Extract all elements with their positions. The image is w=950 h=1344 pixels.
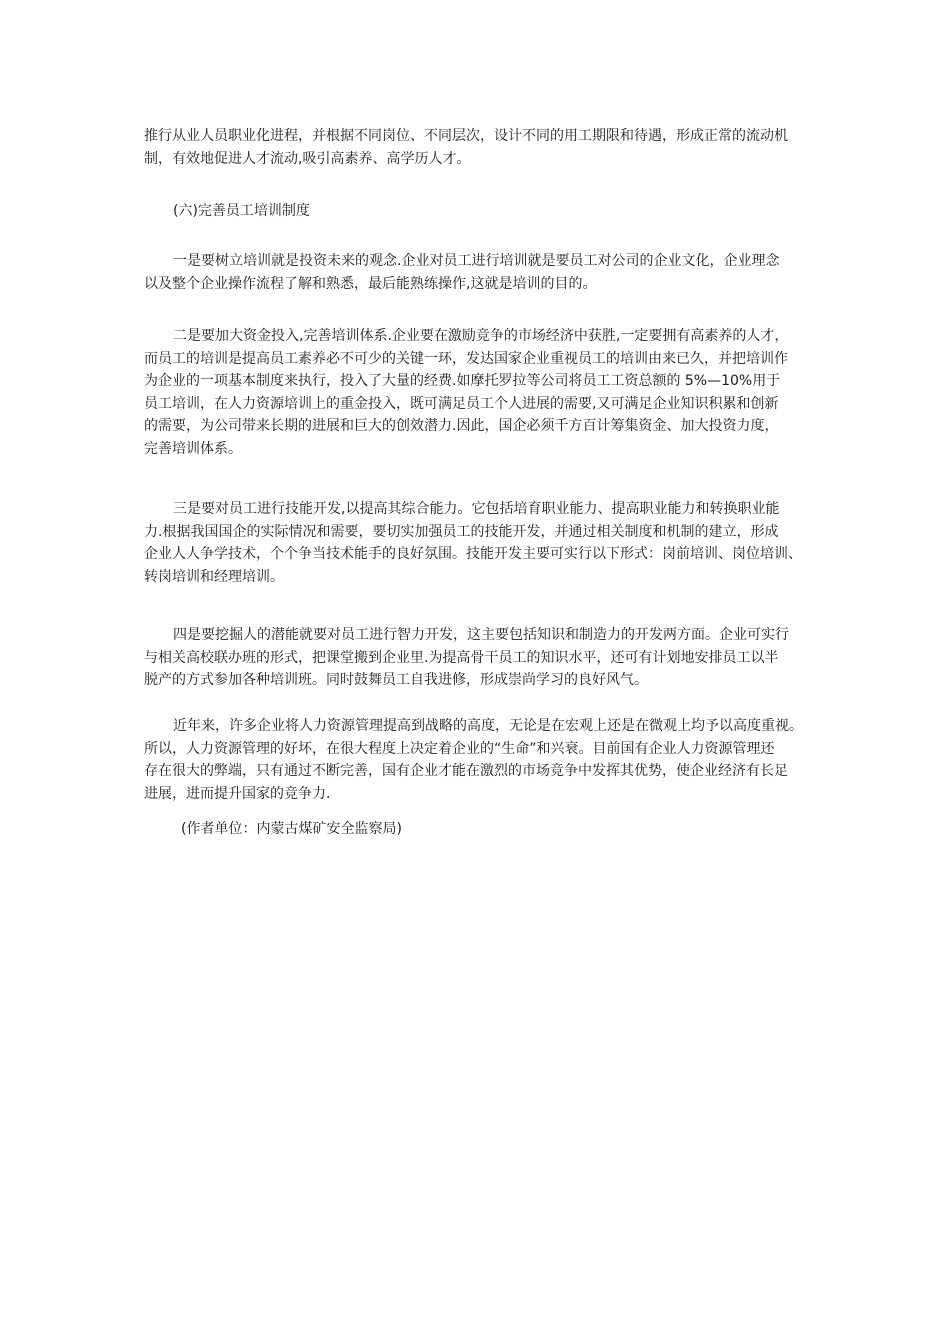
text-line: 一是要树立培训就是投资未来的观念.企业对员工进行培训就是要员工对公司的企业文化，企业理念 [173,253,780,269]
heading-text: (六)完善员工培训制度 [173,203,310,219]
text-line: 完善培训体系。 [144,440,242,457]
author-affiliation [144,818,824,841]
paragraph-training-concept [144,250,824,295]
paragraph-training-investment [144,325,824,460]
paragraph-conclusion [144,715,824,805]
text-line: 为企业的一项基本制度来执行，投入了大量的经费.如摩托罗拉等公司将员工工资总额的 5%—10%用于 [144,373,781,389]
text-line: 三是要对员工进行技能开发,以提高其综合能力。它包括培育职业能力、提高职业能力和转换职业能 [173,501,780,517]
text-line: 力.根据我国国企的实际情况和需要，要切实加强员工的技能开发，并通过相关制度和机制的建立，形成 [144,523,779,540]
text-line: 而员工的培训是提高员工素养必不可少的关键一环，发达国家企业重视员工的培训由来已久，并把培训作 [144,350,788,367]
text-line: 脱产的方式参加各种培训班。同时鼓舞员工自我进修，形成崇尚学习的良好风气。 [144,672,648,688]
text-line: 制，有效地促进人才流动,吸引高素养、高学历人才。 [144,150,471,167]
text-line: 转岗培训和经理培训。 [144,568,284,585]
text-line: 以及整个企业操作流程了解和熟悉，最后能熟练操作,这就是培训的目的。 [144,275,597,292]
text-line: 二是要加大资金投入,完善培训体系.企业要在激励竞争的市场经济中获胜,一定要拥有高素养的人才， [173,328,789,344]
text-line: 员工培训，在人力资源培训上的重金投入，既可满足员工个人进展的需要,又可满足企业知识积累和创新 [144,395,779,412]
text-line: 所以，人力资源管理的好坏，在很大程度上决定着企业的“生命”和兴衰。目前国有企业人力资源管理还 [144,740,775,757]
text-line: 四是要挖掘人的潜能就要对员工进行智力开发，这主要包括知识和制造力的开发两方面。企业可实行 [173,627,789,643]
text-line: 的需要，为公司带来长期的进展和巨大的创效潜力.因此，国企必须千方百计筹集资金、加大投资力度， [144,418,779,434]
paragraph-skill-development [144,498,824,588]
paragraph-intellectual-development [144,624,824,692]
text-line: 企业人人争学技术，个个争当技术能手的良好氛围。技能开发主要可实行以下形式：岗前培训、岗位培训、 [144,546,802,562]
paragraph-talent-mobility [144,125,824,170]
text-line: 推行从业人员职业化进程，并根据不同岗位、不同层次，设计不同的用工期限和待遇，形成正常的流动机 [144,128,788,144]
author-affiliation-text: (作者单位：内蒙古煤矿安全监察局) [181,821,402,837]
text-line: 近年来，许多企业将人力资源管理提高到战略的高度，无论是在宏观上还是在微观上均予以高度重视。 [173,718,803,734]
text-line: 进展，进而提升国家的竞争力. [144,785,331,802]
text-line: 存在很大的弊端，只有通过不断完善，国有企业才能在激烈的市场竞争中发挥其优势，使企业经济有长足 [144,763,788,779]
section-heading-training [144,200,824,223]
text-line: 与相关高校联办班的形式，把课堂搬到企业里.为提高骨干员工的知识水平，还可有计划地安排员工以半 [144,649,779,666]
